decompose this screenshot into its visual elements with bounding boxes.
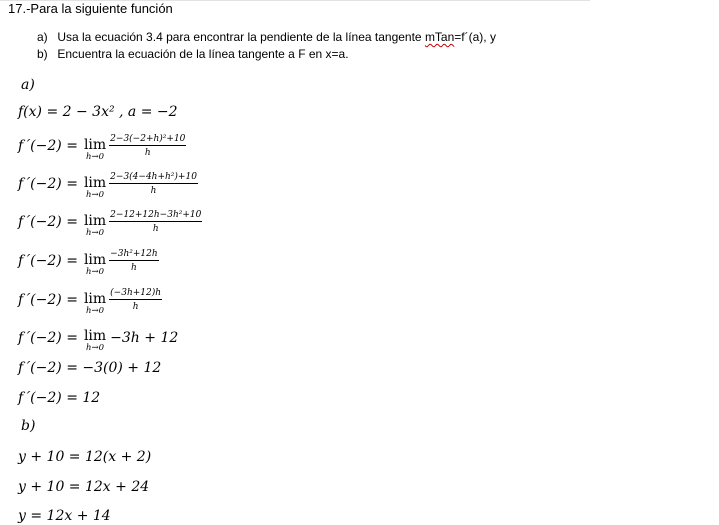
difference-quotient [109, 172, 198, 197]
fraction-denominator: h [152, 224, 159, 235]
difference-quotient [109, 249, 158, 274]
simplified-expression: −3h + 12 [110, 329, 179, 346]
instruction-b [37, 47, 349, 61]
result-line-1: f´(−2) = −3(0) + 12 [18, 360, 162, 376]
instruction-b-text: Encuentra la ecuación de la línea tangente a F en x=a. [57, 47, 349, 61]
fraction-numerator: (−3h+12)h [109, 288, 162, 300]
limit-step [18, 326, 179, 353]
tangent-line-2: y + 10 = 12x + 24 [18, 479, 150, 495]
limit-subscript: h→0 [86, 227, 105, 238]
limit-subscript: h→0 [86, 343, 105, 353]
fraction-numerator: 2−3(−2+h)²+10 [109, 134, 186, 146]
difference-quotient [109, 134, 186, 159]
limit-step [18, 172, 198, 200]
result-line-2: f´(−2) = 12 [18, 390, 101, 406]
limit-word: lim [83, 251, 107, 268]
instruction-a-text: Usa la ecuación 3.4 para encontrar la pendiente de la línea tangente [57, 30, 425, 44]
derivative-lhs: f´(−2) = [18, 138, 78, 155]
section-b-label: b) [21, 418, 36, 434]
limit-word: lim [83, 136, 107, 153]
limit-word: lim [83, 290, 107, 307]
limit-word: lim [83, 174, 107, 191]
difference-quotient [109, 210, 202, 235]
limit-subscript: h→0 [86, 305, 105, 316]
limit-operator [84, 329, 106, 353]
instruction-a [37, 30, 496, 44]
limit-operator [84, 292, 106, 316]
limit-subscript: h→0 [86, 266, 105, 277]
limit-step [18, 249, 159, 277]
derivative-lhs: f´(−2) = [18, 292, 78, 309]
limit-operator [84, 138, 106, 162]
limit-operator [84, 176, 106, 200]
instruction-a-letter: a) [37, 30, 48, 44]
limit-word: lim [83, 212, 107, 229]
limit-step [18, 288, 162, 316]
instruction-a-text-end: =f´(a), y [454, 30, 496, 44]
fraction-denominator: h [150, 186, 157, 197]
limit-step [18, 210, 202, 238]
fraction-numerator: 2−3(4−4h+h²)+10 [109, 172, 198, 184]
limit-subscript: h→0 [86, 189, 105, 200]
limit-operator [84, 214, 106, 238]
fraction-denominator: h [144, 148, 151, 159]
derivative-lhs: f´(−2) = [18, 176, 78, 193]
problem-title: 17.-Para la siguiente función [8, 1, 173, 16]
limit-subscript: h→0 [86, 151, 105, 162]
difference-quotient [109, 288, 162, 313]
fraction-numerator: 2−12+12h−3h²+10 [109, 210, 202, 222]
derivative-lhs: f´(−2) = [18, 329, 78, 346]
derivative-lhs: f´(−2) = [18, 253, 78, 270]
derivative-lhs: f´(−2) = [18, 214, 78, 231]
fraction-denominator: h [131, 263, 137, 274]
instruction-b-letter: b) [37, 47, 48, 61]
fraction-numerator: −3h²+12h [109, 249, 158, 261]
section-a-label: a) [21, 77, 35, 93]
fraction-denominator: h [132, 302, 139, 313]
tangent-line-3: y = 12x + 14 [18, 508, 111, 524]
given-function [18, 104, 178, 120]
limit-step [18, 134, 186, 162]
given-function-text: f(x) = 2 − 3x² , a = −2 [18, 104, 178, 120]
limit-operator [84, 253, 106, 277]
spellcheck-flagged-word: mTan [424, 30, 455, 44]
limit-word: lim [83, 328, 107, 344]
tangent-line-1: y + 10 = 12(x + 2) [18, 449, 152, 465]
